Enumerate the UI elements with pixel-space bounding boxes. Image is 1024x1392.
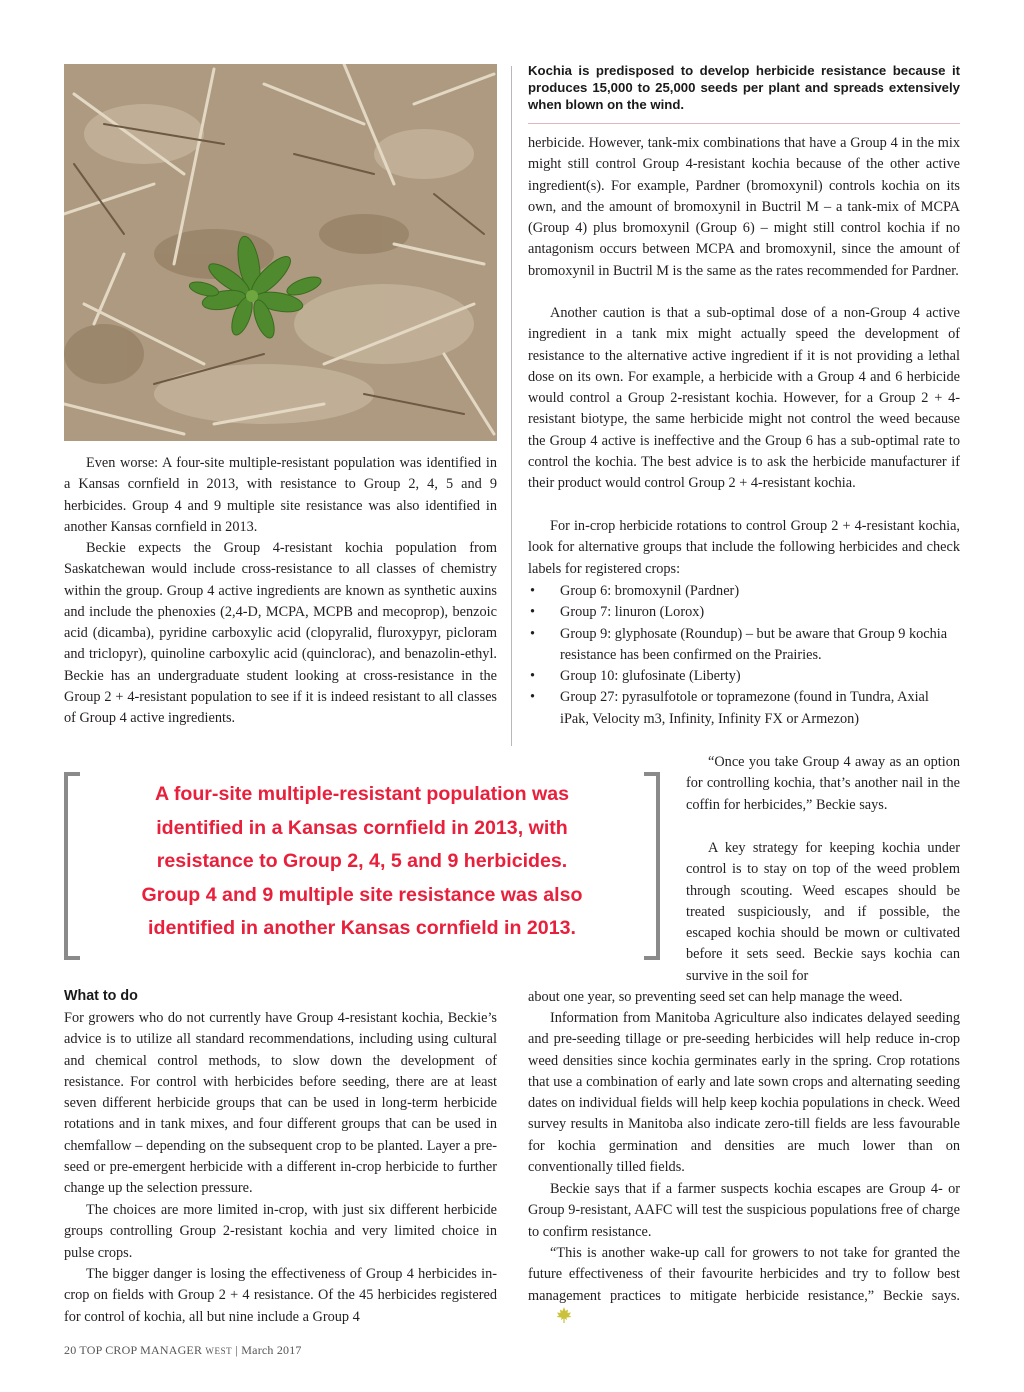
kochia-seedling-photo	[64, 64, 497, 441]
list-item: • Group 10: glufosinate (Liberty)	[530, 668, 741, 685]
left-paragraph-5: The bigger danger is losing the effectiveness of Group 4 herbicides in-crop on fields with Group 2 + 4 resistance. Of the 45 herbicides registered for control of kochia, all but nine include a Group 4	[64, 1266, 497, 1325]
maple-leaf-icon	[534, 1307, 572, 1330]
right-paragraph-7: Beckie says that if a farmer suspects kochia escapes are Group 4- or Group 9-resistant, AAFC will test the suspicious populations free of charge to confirm resistance.	[528, 1181, 960, 1240]
magazine-name: TOP CROP MANAGER	[79, 1343, 203, 1357]
footer-separator: |	[235, 1343, 239, 1357]
left-paragraph-2: Beckie expects the Group 4-resistant kochia population from Saskatchewan would include cross-resistance to all classes of chemistry within the group. Group 4 active ingredients are known as synthetic auxins and include the phenoxies (2,4-D, MCPA, MCPB and mecoprop), benzoic acid (dicamba), pyridine carboxylic acid (clopyralid, fluroxypyr, picloram and triclopyr), quinoline carboxylic acid (quinclorac), and benazolin-ethyl. Beckie has an undergraduate student looking at cross-resistance in the Group 2 + 4-resistant population to see if it is indeed resistant to all classes of Group 4 active ingredients.	[64, 540, 497, 727]
left-paragraph-1: Even worse: A four-site multiple-resistant population was identified in a Kansas cornfield in 2013, with resistance to Group 2, 4, 5 and 9 herbicides. Group 4 and 9 multiple site resistance was also identified in another Kansas cornfield in 2013.	[64, 455, 497, 535]
list-item: • Group 7: linuron (Lorox)	[530, 604, 705, 621]
section-heading-what-to-do: What to do	[64, 988, 138, 1004]
page-footer	[64, 1343, 302, 1358]
photo-caption: Kochia is predisposed to develop herbicide resistance because it produces 15,000 to 25,000 seeds per plant and spreads extensively when blown on the wind.	[528, 63, 960, 113]
right-paragraph-8: “This is another wake-up call for growers to not take for granted the future effectiveness of their favourite herbicides and try to follow best management practices to mitigate herbicide resistance,” Beckie says.	[528, 1243, 960, 1330]
list-item: • Group 9: glyphosate (Roundup) – but be aware that Group 9 kochia resistance has been confirmed on the Prairies.	[530, 625, 948, 663]
pull-quote-left-bracket	[64, 772, 80, 960]
pull-quote-line: A four-site multiple-resistant population was	[154, 783, 570, 805]
left-paragraph-3: For growers who do not currently have Group 4-resistant kochia, Beckie’s advice is to utilize all standard recommendations, including using cultural and chemical control methods, to slow down the development of resistance. For control with herbicides before seeding, there are at least seven different herbicide groups that can be used in long-term herbicide rotations and in tank mixes, and four different groups that can be used in chemfallow – depending on the subsequent crop to be planted. Layer a pre-seed or pre-emergent herbicide with a different in-crop herbicide to further change up the selection pressure.	[64, 1010, 497, 1197]
pull-quote-line: resistance to Group 2, 4, 5 and 9 herbicides.	[156, 850, 568, 873]
column-divider	[511, 66, 512, 746]
pull-quote	[64, 772, 660, 960]
list-item: • Group 6: bromoxynil (Pardner)	[530, 583, 740, 599]
right-paragraph-1: herbicide. However, tank-mix combinations that have a Group 4 in the mix might still control Group 4-resistant kochia because of the other active ingredient(s). For example, Pardner (bromoxynil) controls kochia on its own, and the amount of bromoxynil in Buctril M – a tank-mix of MCPA (Group 4) plus bromoxynil (Group 6) – might still control kochia if no antagonism occurs between MCPA and bromoxynil, since the amount of bromoxynil in Buctril M is the same as the rates recommended for Pardner.	[528, 135, 960, 279]
left-paragraph-4: The choices are more limited in-crop, with just six different herbicide groups controlling Group 2-resistant kochia and very limited choice in pulse crops.	[64, 1202, 497, 1261]
magazine-edition: WEST	[205, 1346, 233, 1356]
pull-quote-text	[98, 778, 626, 946]
issue-date: March 2017	[241, 1343, 302, 1357]
right-paragraph-5a: A key strategy for keeping kochia under control is to stay on top of the weed problem through scouting. Weed escapes should be treated suspiciously, and if possible, the escaped kochia should be mown or cultivated before it sets seed. Beckie says kochia can survive in the soil for	[686, 840, 960, 984]
right-paragraph-5b: about one year, so preventing seed set can help manage the weed.	[528, 989, 903, 1005]
right-paragraph-6: Information from Manitoba Agriculture also indicates delayed seeding and pre-seeding tillage or pre-seeding herbicides will help reduce in-crop weed densities since kochia germinates early in the spring. Crop rotations that use a combination of early and late sown crops and alternating seeding dates on individual fields will help keep kochia populations in check. Weed survey results in Manitoba also indicate zero-till fields are less favourable for kochia germination and densities are much lower than on conventionally tilled fields.	[528, 1010, 960, 1176]
pull-quote-line: Group 4 and 9 multiple site resistance was also	[141, 883, 583, 906]
caption-divider	[528, 123, 960, 124]
right-paragraph-3: For in-crop herbicide rotations to control Group 2 + 4-resistant kochia, look for alternative groups that include the following herbicides and check labels for registered crops:	[528, 518, 960, 577]
list-item: • Group 27: pyrasulfotole or topramezone (found in Tundra, Axial iPak, Velocity m3, Infinity, Infinity FX or Armezon)	[530, 689, 929, 727]
pull-quote-line: identified in another Kansas cornfield in 2013.	[148, 917, 576, 940]
right-paragraph-2: Another caution is that a sub-optimal dose of a non-Group 4 active ingredient in a tank mix might actually speed the development of resistance to the alternative active ingredient if it is not providing a lethal dose on its own. For example, a herbicide with a Group 4 and 6 herbicide would control a Group 2-resistant kochia. However, for a Group 2 + 4-resistant biotype, the same herbicide might not control the weed because the Group 4 active is ineffective and the Group 6 has a sub-optimal rate to control the kochia. The best advice is to ask the herbicide manufacturer if their product would control Group 2 + 4-resistant kochia.	[528, 305, 960, 492]
pull-quote-line: identified in a Kansas cornfield in 2013, with	[156, 816, 568, 839]
pull-quote-right-bracket	[644, 772, 660, 960]
page-number: 20	[64, 1343, 77, 1357]
herbicide-list	[528, 581, 960, 730]
right-paragraph-4: “Once you take Group 4 away as an option for controlling kochia, that’s another nail in the coffin for herbicides,” Beckie says.	[686, 754, 960, 813]
